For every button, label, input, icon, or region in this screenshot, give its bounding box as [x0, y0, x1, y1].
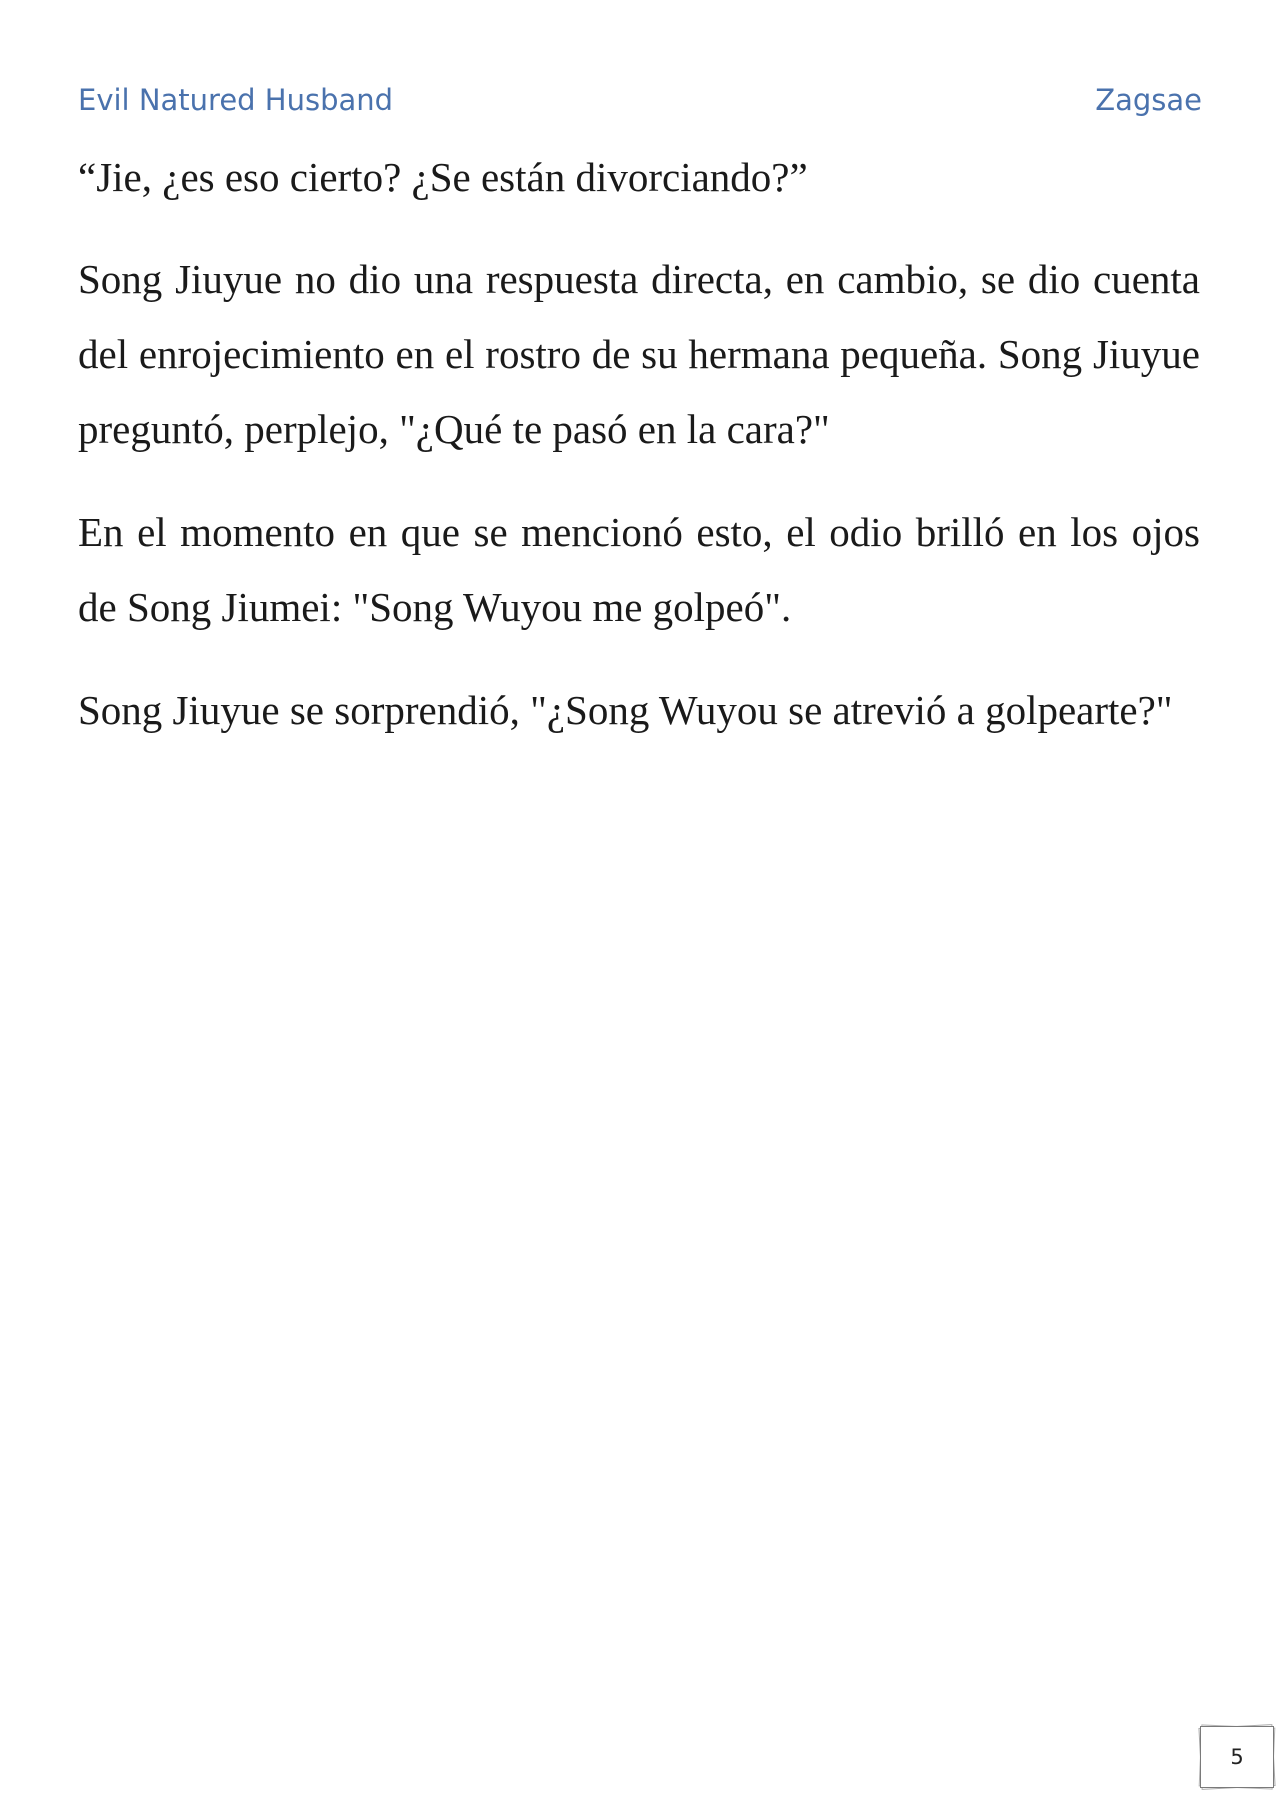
paragraph: “Jie, ¿es eso cierto? ¿Se están divorciando?”	[78, 154, 808, 200]
page-header	[78, 78, 1202, 122]
paragraph: En el momento en que se mencionó esto, el odio brilló en los ojos de Song Jiumei: "Song Wuyou me golpeó".	[78, 509, 1200, 630]
paragraph: Song Jiuyue no dio una respuesta directa, en cambio, se dio cuenta del enrojecimiento en el rostro de su hermana pequeña. Song Jiuyue preguntó, perplejo, "¿Qué te pasó en la cara?"	[78, 256, 1200, 452]
page-body	[78, 140, 1200, 776]
page-number: 5	[1200, 1726, 1274, 1788]
paragraph: Song Jiuyue se sorprendió, "¿Song Wuyou se atrevió a golpearte?"	[78, 687, 1173, 733]
author-name: Zagsae	[1095, 83, 1202, 117]
page-number-badge	[1200, 1726, 1274, 1788]
book-title: Evil Natured Husband	[78, 83, 394, 117]
